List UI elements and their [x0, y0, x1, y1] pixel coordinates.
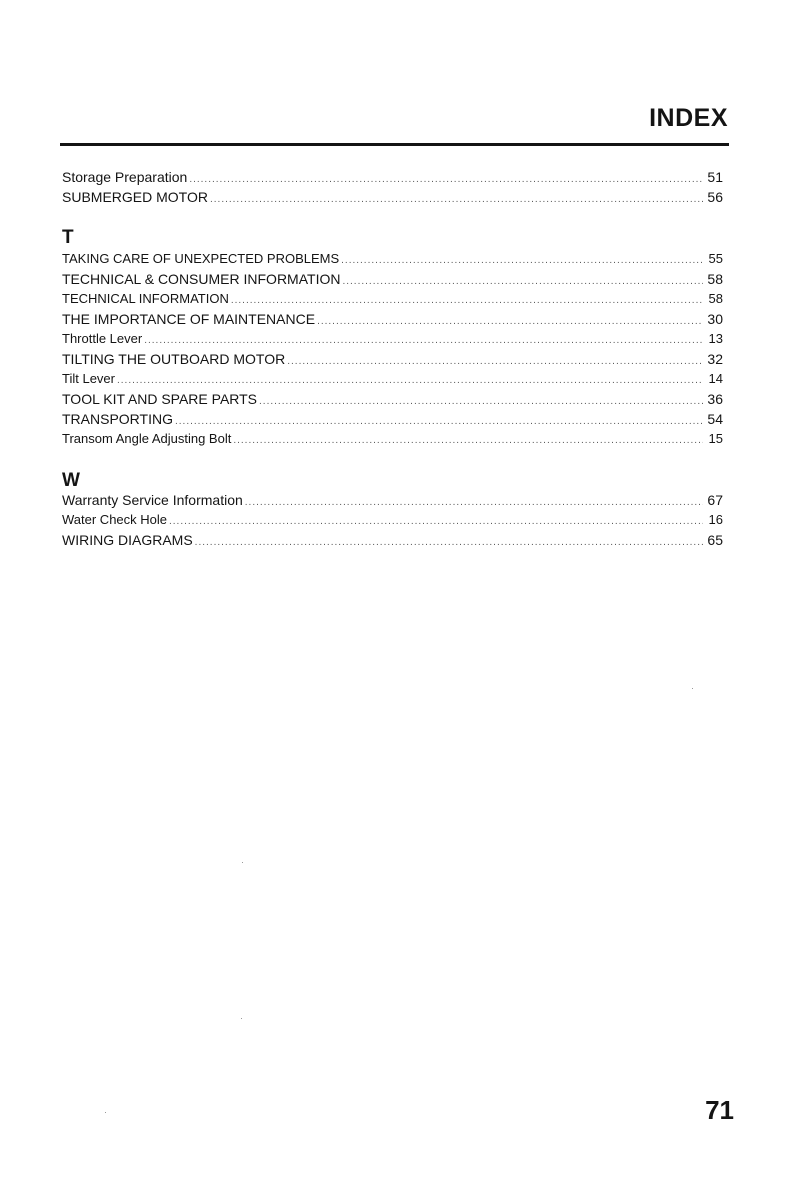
dot-leader [259, 392, 703, 412]
index-entry [62, 530, 723, 550]
scan-speck [241, 1018, 242, 1019]
entry-label: WIRING DIAGRAMS [62, 532, 193, 548]
dot-leader [287, 352, 703, 372]
dot-leader [144, 331, 703, 351]
dot-leader [233, 431, 703, 451]
entry-label: TOOL KIT AND SPARE PARTS [62, 391, 258, 407]
index-entry [62, 349, 723, 369]
entry-label: Throttle Lever [62, 331, 143, 346]
entry-label: Warranty Service Information [62, 492, 243, 508]
dot-leader [169, 512, 703, 532]
entry-page: 65 [707, 532, 723, 548]
entry-page: 30 [707, 311, 723, 327]
entry-label: TRANSPORTING [62, 411, 173, 427]
entry-label: Water Check Hole [62, 512, 167, 527]
title-rule [60, 143, 729, 146]
entry-page: 56 [707, 189, 723, 205]
index-entry [62, 429, 723, 449]
scan-speck [692, 688, 693, 689]
entry-label: TAKING CARE OF UNEXPECTED PROBLEMS [62, 251, 340, 266]
entry-label: Transom Angle Adjusting Bolt [62, 431, 232, 446]
scan-speck [105, 1112, 106, 1113]
index-entry [62, 289, 723, 309]
index-entry [62, 490, 723, 510]
entry-label: TECHNICAL INFORMATION [62, 291, 229, 306]
entry-label: TECHNICAL & CONSUMER INFORMATION [62, 271, 341, 287]
entry-page: 55 [708, 251, 723, 266]
dot-leader [210, 190, 703, 210]
index-entry [62, 187, 723, 207]
entry-page: 16 [708, 512, 723, 527]
dot-leader [341, 251, 703, 271]
section-letter-t: T [62, 227, 74, 248]
dot-leader [175, 412, 703, 432]
entry-page: 67 [707, 492, 723, 508]
index-entry [62, 510, 723, 530]
dot-leader [342, 272, 703, 292]
section-letter-w: W [62, 470, 80, 491]
index-entry [62, 309, 723, 329]
dot-leader [317, 312, 703, 332]
entry-label: THE IMPORTANCE OF MAINTENANCE [62, 311, 316, 327]
dot-leader [245, 493, 703, 513]
dot-leader [195, 533, 703, 553]
entry-page: 15 [708, 431, 723, 446]
scan-speck [242, 862, 243, 863]
index-section-t [62, 249, 723, 449]
entry-page: 54 [707, 411, 723, 427]
index-entry [62, 409, 723, 429]
entry-page: 14 [708, 371, 723, 386]
index-entry [62, 329, 723, 349]
entry-label: Storage Preparation [62, 169, 188, 185]
entry-label: SUBMERGED MOTOR [62, 189, 208, 205]
index-entry [62, 369, 723, 389]
index-entry [62, 389, 723, 409]
entry-label: TILTING THE OUTBOARD MOTOR [62, 351, 286, 367]
entry-page: 58 [708, 291, 723, 306]
entry-page: 36 [707, 391, 723, 407]
page-title: INDEX [649, 104, 728, 132]
index-entry [62, 167, 723, 187]
dot-leader [117, 371, 703, 391]
index-entry [62, 269, 723, 289]
entry-page: 51 [707, 169, 723, 185]
index-section-w [62, 490, 723, 550]
entry-label: Tilt Lever [62, 371, 115, 386]
entry-page: 32 [707, 351, 723, 367]
index-section-s [62, 167, 723, 207]
dot-leader [189, 170, 703, 190]
entry-page: 13 [708, 331, 723, 346]
page-number: 71 [705, 1095, 734, 1125]
dot-leader [231, 291, 703, 311]
entry-page: 58 [707, 271, 723, 287]
index-entry [62, 249, 723, 269]
